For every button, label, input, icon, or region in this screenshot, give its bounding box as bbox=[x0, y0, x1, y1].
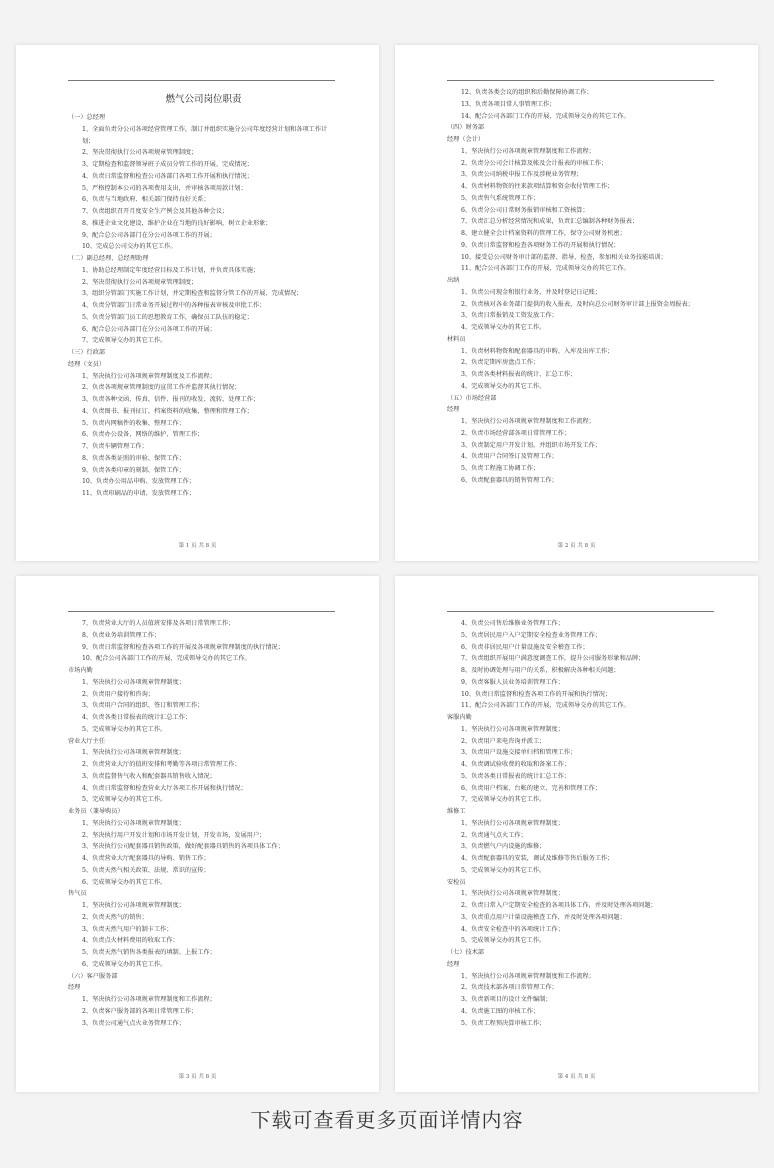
text-line: 3、负责日常报销及工资发放工作； bbox=[461, 312, 558, 320]
text-line: 5、严格控制本公司的各项费用支出，并审核各项用款计划； bbox=[82, 184, 247, 192]
text-line: 3、负责制定用户开发计划，并组织市场开发工作； bbox=[461, 441, 602, 449]
text-line: 经理 bbox=[447, 406, 460, 414]
text-line: 6、配合总公司各部门在分公司各项工作的开展； bbox=[82, 325, 216, 333]
text-line: 11、配合公司各部门工作的开展，完成领导交办的其它工作。 bbox=[461, 265, 630, 273]
page-footer: 第 4 页 共 8 页 bbox=[557, 1074, 596, 1080]
text-line: 7、负责车辆管理工作； bbox=[82, 443, 148, 450]
text-line: 6、负责分公司日常财务报销审核和工资核算； bbox=[461, 206, 589, 214]
text-line: 4、负责配套器具的安装，调试及维修等售后服务工作； bbox=[461, 855, 614, 862]
text-line: 6、完成领导交办的其它工作。 bbox=[82, 878, 167, 886]
text-line: （三）行政部 bbox=[68, 349, 106, 356]
text-line: （一）总经理 bbox=[68, 114, 106, 121]
text-line: 11、负责印刷品的申请、发放管理工作； bbox=[82, 490, 196, 497]
text-line: 出纳 bbox=[447, 277, 460, 284]
text-line: 4、负责公司售后维修业务管理工作； bbox=[461, 620, 564, 627]
text-line: 8、及时协调处理与用户的关系，积极解决各种相关问题； bbox=[461, 667, 620, 674]
text-line: 10、负责办公用品申购、发放管理工作； bbox=[82, 478, 196, 486]
page-text bbox=[68, 618, 339, 1029]
text-line: 3、负责公司纳税申报工作及涉税业务管理； bbox=[461, 171, 583, 179]
text-line: 6、负责用户档案、台帐的建立、完善和管理工作； bbox=[461, 784, 602, 792]
document-page-4 bbox=[395, 576, 758, 1092]
text-line: 2、负责用户来电咨询并派工； bbox=[461, 737, 546, 745]
text-line: 10、接受总公司财务审计部的监督、指导、检查，参加相关业务技能培训； bbox=[461, 253, 667, 261]
text-line: 4、负责日常监督和检查营业大厅各项工作开展和执行情况； bbox=[82, 784, 247, 792]
text-line: 3、定期检查和监督领导班子成员分管工作的开展、完成情况； bbox=[82, 161, 253, 168]
text-line: 7、完成领导交办的其它工作。 bbox=[82, 337, 167, 345]
text-line: 3、负责用户合同的组织、签订和管理工作； bbox=[82, 702, 204, 710]
text-line: 7、负责组织开展用户满意度调查工作，提升公司服务形象和品牌； bbox=[461, 655, 645, 663]
text-line: 经理（文员） bbox=[68, 360, 106, 368]
page-footer: 第 3 页 共 8 页 bbox=[178, 1074, 217, 1080]
text-line: （七）技术部 bbox=[447, 949, 485, 956]
text-line: 4、负责分管部门日常业务开展过程中的各种报表审核及审批工作； bbox=[82, 302, 266, 309]
text-line: 10、完成总公司交办的其它工作。 bbox=[82, 243, 177, 251]
text-line: 7、负责组织召开月度安全生产例会及其他各种会议； bbox=[82, 208, 229, 215]
text-line: 1、负责公司现金和银行业务，并及时登记日记账； bbox=[461, 288, 602, 296]
text-line: 8、负责业务培训管理工作； bbox=[82, 631, 161, 639]
text-line: 5、完成领导交办的其它工作。 bbox=[461, 937, 546, 945]
text-line: 4、负责安全检查中的各项统计工作； bbox=[461, 925, 564, 933]
text-line: 4、负责调试验收费的收取和备案工作； bbox=[461, 761, 571, 768]
text-line: 7、负责汇总分析经营情况和成果，负责汇总编制各种财务报表； bbox=[461, 218, 639, 226]
text-line: 4、负责材料物资的往来款项结算和资金收付管理工作； bbox=[461, 183, 614, 190]
text-line: 11、配合公司各部门工作的开展，完成领导交办的其它工作。 bbox=[461, 702, 630, 710]
text-line: 1、坚决执行公司各项规章管理制度； bbox=[461, 819, 564, 827]
text-line: 2、负责技术部各项日常管理工作； bbox=[461, 984, 558, 992]
download-more-caption[interactable]: 下载可查看更多页面详情内容 bbox=[250, 1108, 524, 1132]
text-line: 8、负责各类证照的审验、保管工作； bbox=[82, 454, 185, 462]
text-line: 1、全面负责分公司各项经营管理工作，制订并组织实施分公司年度经营计划和各项工作计划； bbox=[82, 125, 328, 145]
text-line: 客服内勤 bbox=[447, 714, 472, 721]
text-line: 3、负责天然气用户的制卡工作； bbox=[82, 925, 173, 933]
text-line: 7、负责营业大厅的人员值班安排及各项日常管理工作； bbox=[82, 620, 235, 627]
text-line: 7、完成领导交办的其它工作。 bbox=[461, 796, 546, 804]
text-line: 12、负责各类会议的组织和后勤保障协调工作； bbox=[461, 89, 593, 96]
text-line: 10、配合公司各部门工作的开展，完成领导交办的其它工作。 bbox=[82, 655, 251, 663]
text-line: 5、完成领导交办的其它工作。 bbox=[82, 796, 167, 804]
header-rule bbox=[447, 611, 714, 612]
text-line: 3、负责监督售气收入和配套器具销售收入情况； bbox=[82, 772, 216, 780]
page-content bbox=[68, 92, 339, 500]
page-footer: 第 1 页 共 8 页 bbox=[178, 543, 217, 549]
text-line: （四）财务部 bbox=[447, 124, 485, 132]
text-line: 2、坚决执行用户开发计划和市场开发计划，开发市场，发展用户； bbox=[82, 831, 266, 839]
text-line: 5、负责分管部门员工的思想教育工作，确保员工队伍的稳定； bbox=[82, 313, 253, 321]
text-line: 3、负责用户设施交接单归档和管理工作； bbox=[461, 749, 577, 757]
page-content bbox=[447, 87, 718, 487]
text-line: 5、负责居民用户入户定期安全检查业务管理工作； bbox=[461, 631, 602, 639]
text-line: （五）市场经营部 bbox=[447, 394, 497, 402]
text-line: 13、负责各项目常人事管理工作； bbox=[461, 100, 556, 108]
text-line: 2、负责核对各业务部门提供的收入报表，及时向总公司财务审计部上报资金周报表； bbox=[461, 300, 694, 308]
text-line: 5、完成领导交办的其它工作。 bbox=[82, 725, 167, 733]
text-line: （二）副总经理、总经理助理 bbox=[68, 255, 149, 262]
text-line: 1、协助总经理制定年度经营目标及工作计划，并负责具体实施； bbox=[82, 266, 260, 274]
text-line: 3、负责各类材料报表的统计、汇总工作； bbox=[461, 371, 577, 378]
text-line: 4、完成领导交办的其它工作。 bbox=[461, 382, 546, 390]
text-line: 9、负责各类印章的刻制、保管工作； bbox=[82, 466, 185, 474]
text-line: 安检员 bbox=[447, 878, 466, 886]
text-line: 3、负责新项目的设计文件编制； bbox=[461, 996, 552, 1003]
text-line: 4、完成领导交办的其它工作。 bbox=[461, 324, 546, 331]
text-line: 3、负责各种文函、传真、信件、报刊的收发、流转、处理工作； bbox=[82, 396, 260, 403]
text-line: 业务员（兼导购员） bbox=[68, 808, 124, 815]
page-text bbox=[447, 87, 718, 487]
page-content bbox=[447, 618, 718, 1029]
text-line: 1、坚决执行公司各项规章管理制度和工作流程； bbox=[461, 418, 595, 425]
text-line: 2、负责客户服务部的各项日常管理工作； bbox=[82, 1007, 198, 1015]
text-line: 8、建立健全会计档案资料的管理工作，保守公司财务机密； bbox=[461, 230, 626, 237]
text-line: 市场内勤 bbox=[68, 667, 93, 674]
text-line: 10、负责日常监督和检查各项工作的开展和执行情况； bbox=[461, 690, 612, 698]
text-line: 1、负责材料物资和配套器具的申购、入库及出库工作； bbox=[461, 347, 614, 355]
text-line: 4、负责图书、报刊征订、档案资料的收集、整理和管理工作； bbox=[82, 407, 253, 415]
header-rule bbox=[447, 80, 714, 81]
text-line: 6、负责办公设备、网络的维护、管理工作； bbox=[82, 431, 204, 439]
text-line: 9、负责日常监督和检查各项工作的开展及各项规章管理制度的执行情况； bbox=[82, 643, 284, 651]
text-line: 2、负责通气点火工作； bbox=[461, 831, 527, 839]
text-line: 6、负责非居民用户计量设施及安全稽查工作； bbox=[461, 643, 589, 651]
text-line: 4、负责施工图的审核工作； bbox=[461, 1007, 540, 1015]
text-line: 经理（会计） bbox=[447, 136, 485, 143]
text-line: 8、推进企业文化建设，维护企业在当地的良好影响，树立企业形象； bbox=[82, 219, 272, 227]
text-line: 3、负责燃气户内设施的维修； bbox=[461, 843, 546, 851]
page-text bbox=[447, 618, 718, 1029]
text-line: 6、负责配套器具的销售管理工作； bbox=[461, 476, 558, 484]
text-line: 5、负责工程施工协调工作； bbox=[461, 465, 540, 472]
text-line: 9、负责客服人员业务培训管理工作； bbox=[461, 678, 564, 686]
text-line: 1、坚决执行公司各项规章管理制度； bbox=[82, 902, 185, 909]
header-rule bbox=[68, 611, 335, 612]
text-line: 9、负责日常监督和检查各项财务工作的开展和执行情况； bbox=[461, 241, 620, 249]
text-line: 1、坚决执行公司各项规章管理制度； bbox=[82, 678, 185, 686]
text-line: 1、坚决执行公司各项规章管理制度及工作流程； bbox=[82, 372, 216, 380]
document-title: 燃气公司岗位职责 bbox=[165, 94, 242, 105]
text-line: 9、配合总公司各部门在分公司各项工作的开展； bbox=[82, 231, 216, 239]
text-line: 6、完成领导交办的其它工作。 bbox=[82, 960, 167, 968]
text-line: 5、负责各类日常报表的统计汇总工作； bbox=[461, 772, 571, 780]
text-line: 2、坚决贯彻执行公司各项规章管理制度； bbox=[82, 149, 198, 157]
text-line: 2、负责市场经营部各项日常管理工作； bbox=[461, 429, 571, 437]
text-line: 材料员 bbox=[447, 335, 466, 343]
text-line: 5、负责天然气销售各类报表的填制、上报工作； bbox=[82, 949, 216, 956]
text-line: 1、坚决执行公司各项规章管理制度和工作流程； bbox=[461, 147, 595, 155]
text-line: 5、完成领导交办的其它工作。 bbox=[461, 866, 546, 874]
text-line: 2、负责日常入户定期安全检查的各项具体工作，并及时处理各项问题； bbox=[461, 902, 657, 909]
text-line: 5、负责内网稿件的收集、整理工作； bbox=[82, 419, 185, 427]
text-line: 4、负责日常监督和检查公司各部门各项工作开展和执行情况； bbox=[82, 172, 253, 180]
text-line: 经理 bbox=[68, 984, 81, 992]
text-line: 5、负责天然气相关政策、法规、常识的宣传； bbox=[82, 866, 210, 874]
text-line: 2、负责定期库房盘点工作； bbox=[461, 359, 540, 367]
document-page-3 bbox=[16, 576, 379, 1092]
text-line: （六）客户服务部 bbox=[68, 972, 118, 980]
text-line: 2、负责分公司会计核算及帐及会计报表的审核工作； bbox=[461, 159, 608, 167]
text-line: 1、坚决执行公司各项规章管理制度和工作流程； bbox=[82, 996, 216, 1003]
text-line: 4、负责用户合同签订及管理工作； bbox=[461, 453, 558, 461]
header-rule bbox=[68, 80, 335, 81]
text-line: 2、负责各项规章管理制度的宣贯工作并监督其执行情况； bbox=[82, 384, 241, 392]
text-line: 3、负责公司通气点火业务管理工作； bbox=[82, 1019, 185, 1027]
page-footer: 第 2 页 共 8 页 bbox=[557, 543, 596, 549]
text-line: 5、负责售气系统管理工作； bbox=[461, 194, 540, 202]
text-line: 4、负责点火材料费用的收取工作； bbox=[82, 937, 179, 945]
text-line: 1、坚决执行公司各项规章管理制度和工作流程； bbox=[461, 972, 595, 980]
text-line: 1、坚决执行公司各项规章管理制度； bbox=[82, 749, 185, 757]
text-line: 营业大厅主任 bbox=[68, 737, 106, 745]
text-line: 4、负责营业大厅配套器具的导购、销售工作； bbox=[82, 855, 210, 862]
text-line: 3、坚决执行公司配套器具销售政策，做好配套器具销售的各项具体工作； bbox=[82, 843, 284, 851]
page-text bbox=[68, 112, 339, 500]
text-line: 3、组织分管部门实施工作计划，并定期检查和监督分管工作的开展、完成情况； bbox=[82, 290, 303, 298]
text-line: 2、坚决贯彻执行公司各项规章管理制度； bbox=[82, 278, 198, 286]
text-line: 售气员 bbox=[68, 890, 87, 898]
text-line: 2、负责用户接待和咨询； bbox=[82, 690, 154, 698]
text-line: 4、负责各类日常报表的统计汇总工作； bbox=[82, 714, 192, 721]
text-line: 经理 bbox=[447, 960, 460, 968]
text-line: 维修工 bbox=[447, 808, 466, 815]
text-line: 14、配合公司各部门工作的开展，完成领导交办的其它工作。 bbox=[461, 112, 630, 120]
text-line: 3、负责重点用户计量设施稽查工作，并及时处理各项问题； bbox=[461, 913, 626, 921]
text-line: 5、负责工程预决算审核工作； bbox=[461, 1019, 546, 1027]
text-line: 1、坚决执行公司各项规章管理制度； bbox=[461, 725, 564, 733]
document-page-1 bbox=[16, 45, 379, 561]
text-line: 1、坚决执行公司各项规章管理制度； bbox=[461, 890, 564, 898]
page-content bbox=[68, 618, 339, 1029]
text-line: 6、负责与当地政府、相关部门保持良好关系； bbox=[82, 196, 210, 204]
text-line: 2、负责营业大厅的值班安排和考勤等各项日常管理工作； bbox=[82, 761, 241, 768]
text-line: 1、坚决执行公司各项规章管理制度； bbox=[82, 819, 185, 827]
text-line: 2、负责天然气的销售； bbox=[82, 913, 148, 921]
document-page-2 bbox=[395, 45, 758, 561]
